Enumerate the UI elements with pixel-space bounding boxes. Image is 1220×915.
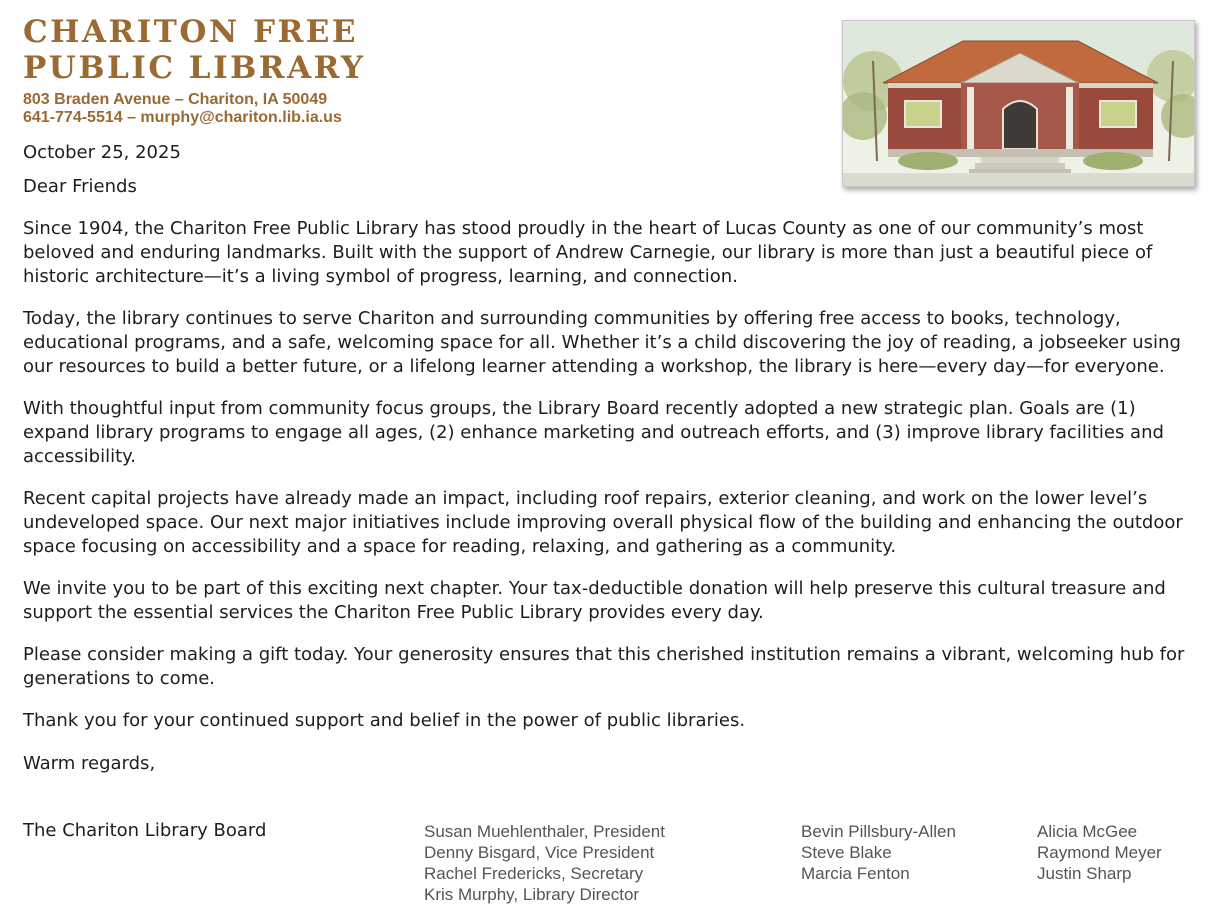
- board-member: Denny Bisgard, Vice President: [424, 843, 655, 862]
- body-paragraph: We invite you to be part of this exciting next chapter. Your tax-deductible donation will help preserve this cultural treasure and support the essential services the Chariton Free Public Library provides every day.: [23, 578, 1166, 623]
- library-phone-email: 641-774-5514 – murphy@chariton.lib.ia.us: [23, 108, 342, 126]
- board-member: Marcia Fenton: [801, 864, 910, 883]
- letter-greeting: Dear Friends: [23, 176, 137, 197]
- board-member: Bevin Pillsbury-Allen: [801, 822, 956, 841]
- body-paragraph: Thank you for your continued support and belief in the power of public libraries.: [23, 710, 746, 731]
- board-member: Alicia McGee: [1037, 822, 1138, 841]
- body-paragraph: Since 1904, the Chariton Free Public Library has stood proudly in the heart of Lucas County as one of our community’s most beloved and enduring landmarks. Built with the support of Andrew Carnegie, our library is more than just a beautiful piece of historic architecture—it’s a living symbol of progress, learning, and connection.: [23, 218, 1153, 287]
- closing: Warm regards,: [23, 753, 156, 774]
- board-member: Rachel Fredericks, Secretary: [424, 864, 644, 883]
- letter-body: [23, 217, 1188, 794]
- letter-date: October 25, 2025: [23, 142, 181, 163]
- board-member: Justin Sharp: [1037, 864, 1132, 883]
- board-members-column-a: [801, 821, 956, 884]
- library-name: CHARITON FREE PUBLIC LIBRARY: [23, 14, 366, 86]
- body-paragraph: Please consider making a gift today. Your generosity ensures that this cherished institution remains a vibrant, welcoming hub for generations to come.: [23, 644, 1185, 689]
- board-member: Raymond Meyer: [1037, 843, 1162, 862]
- body-paragraph: With thoughtful input from community focus groups, the Library Board recently adopted a new strategic plan. Goals are (1) expand library programs to engage all ages, (2) enhance marketing and outreach efforts, and (3) improve library facilities and accessibility.: [23, 398, 1164, 467]
- board-member: Susan Muehlenthaler, President: [424, 822, 665, 841]
- library-building-illustration: [842, 20, 1195, 187]
- letter-signoff: The Chariton Library Board: [23, 820, 267, 841]
- body-paragraph: Recent capital projects have already made an impact, including roof repairs, exterior cleaning, and work on the lower level’s undeveloped space. Our next major initiatives include improving overall physical flow of the building and enhancing the outdoor space focusing on accessibility and a space for reading, relaxing, and gathering as a community.: [23, 488, 1183, 557]
- library-address: 803 Braden Avenue – Chariton, IA 50049: [23, 91, 328, 108]
- letterhead-contact: [23, 91, 342, 126]
- board-officers: [424, 821, 665, 905]
- board-member: Kris Murphy, Library Director: [424, 885, 640, 904]
- board-members-column-b: [1037, 821, 1162, 884]
- body-paragraph: Today, the library continues to serve Chariton and surrounding communities by offering free access to books, technology, educational programs, and a safe, welcoming space for all. Whether it’s a child discovering the joy of reading, a jobseeker using our resources to build a better future, or a lifelong learner attending a workshop, the library is here—every day—for everyone.: [23, 308, 1181, 377]
- board-member: Steve Blake: [801, 843, 892, 862]
